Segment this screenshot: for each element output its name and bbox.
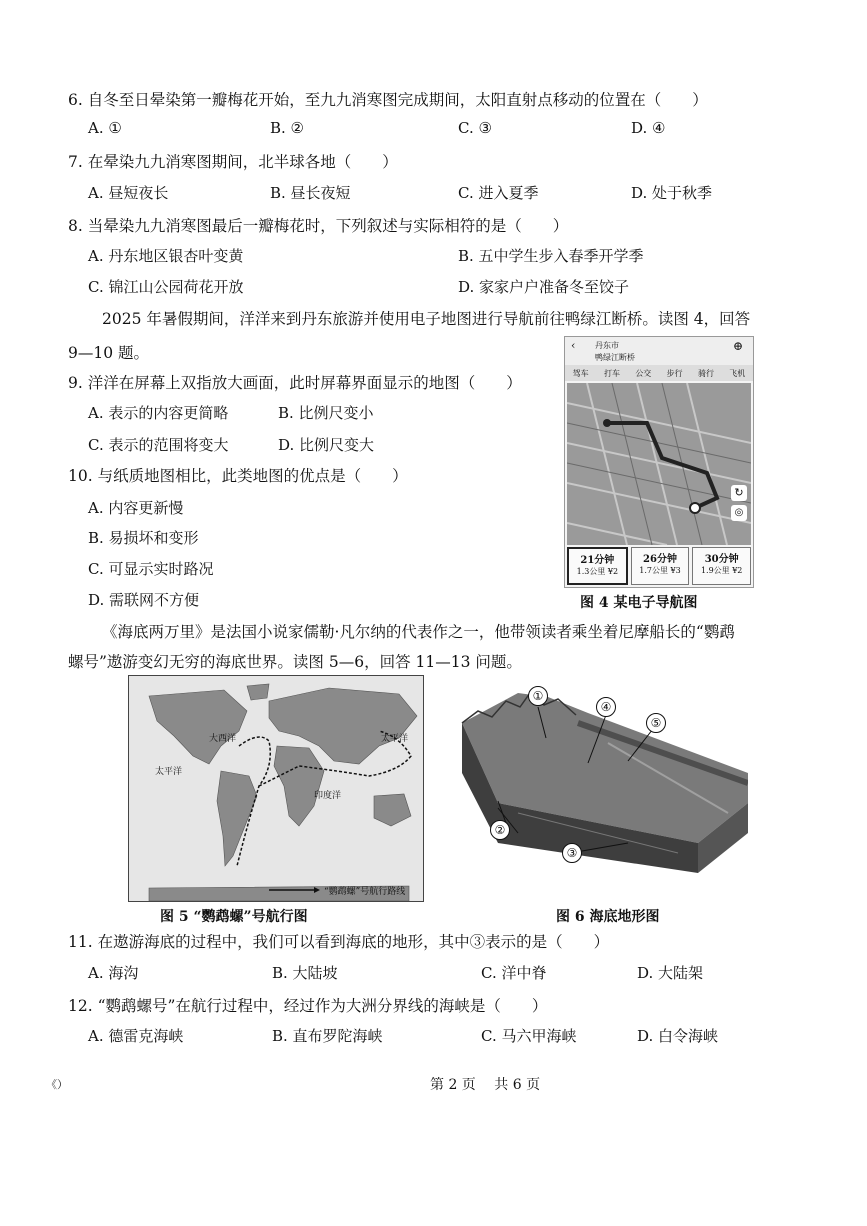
ocean-label: 印度洋 (314, 791, 342, 801)
figure5-caption: 图 5 “鹦鹉螺”号航行图 (160, 909, 308, 925)
route-option (631, 547, 690, 585)
ocean-label: 太平洋 (381, 734, 409, 744)
q10-option-c: C. 可显示实时路况 (88, 560, 214, 578)
mode-tab: 公交 (635, 368, 652, 378)
route-desc: 1.7公里 ¥3 (639, 566, 681, 575)
legend-label: “鹦鹉螺”号航行路线 (324, 887, 406, 897)
figure6-seafloor-diagram (458, 683, 748, 873)
marker-5: ⑤ (646, 713, 666, 733)
back-arrow-icon: ‹ (571, 339, 576, 352)
q12-option-b: B. 直布罗陀海峡 (272, 1027, 383, 1045)
figure4-caption: 图 4 某电子导航图 (580, 595, 698, 611)
q6-option-c: C. ③ (458, 119, 492, 137)
nav-top-bar (565, 337, 753, 365)
nav-destination: 鸭绿江断桥 (595, 353, 635, 362)
intro-9-10-line1: 2025 年暑假期间，洋洋来到丹东旅游并使用电子地图进行导航前往鸭绿江断桥。读图 4，回答 (102, 310, 751, 328)
q6-option-a: A. ① (88, 119, 122, 137)
figure6-caption: 图 6 海底地形图 (556, 909, 660, 925)
mode-tab: 步行 (666, 368, 683, 378)
q9-option-a: A. 表示的内容更简略 (88, 404, 229, 422)
q12-option-d: D. 白令海峡 (637, 1027, 719, 1045)
q9-option-b: B. 比例尺变小 (278, 404, 374, 422)
q8-option-b: B. 五中学生步入春季开学季 (458, 247, 644, 265)
q10-option-b: B. 易损坏和变形 (88, 529, 199, 547)
figure4-navigation-screenshot (564, 336, 754, 588)
mode-tab: 驾车 (572, 368, 589, 378)
q7-stem: 7. 在晕染九九消寒图期间，北半球各地（ ） (68, 153, 398, 171)
refresh-icon: ↻ (731, 485, 747, 501)
marker-3: ③ (562, 843, 582, 863)
route-desc: 1.3公里 ¥2 (576, 567, 619, 576)
mode-tab: 骑行 (697, 368, 714, 378)
nav-origin: 丹东市 (595, 341, 619, 350)
ocean-label: 太平洋 (155, 767, 183, 777)
nav-map (567, 383, 751, 545)
q12-option-c: C. 马六甲海峡 (481, 1027, 577, 1045)
intro-9-10-line2: 9—10 题。 (68, 344, 150, 362)
q6-stem: 6. 自冬至日晕染第一瓣梅花开始，至九九消寒图完成期间，太阳直射点移动的位置在（ ） (68, 91, 708, 109)
world-map-graphic (129, 676, 423, 901)
locate-icon: ◎ (731, 505, 747, 521)
q7-option-c: C. 进入夏季 (458, 184, 539, 202)
q8-stem: 8. 当晕染九九消寒图最后一瓣梅花时，下列叙述与实际相符的是（ ） (68, 217, 569, 235)
route-option (692, 547, 751, 585)
q7-option-d: D. 处于秋季 (631, 184, 713, 202)
q10-option-d: D. 需联网不方便 (88, 591, 200, 609)
intro-11-13-line2: 螺号”遨游变幻无穷的海底世界。读图 5—6，回答 11—13 问题。 (68, 653, 522, 671)
page-number: 第 2 页 共 6 页 (430, 1077, 541, 1093)
mode-tab: 打车 (603, 368, 620, 378)
q11-option-d: D. 大陆架 (637, 964, 704, 982)
q12-stem: 12. “鹦鹉螺号”在航行过程中，经过作为大洲分界线的海峡是（ ） (68, 997, 548, 1015)
q8-option-c: C. 锦江山公园荷花开放 (88, 278, 244, 296)
footer-mark: 《） (46, 1078, 68, 1091)
q10-option-a: A. 内容更新慢 (88, 499, 184, 517)
nav-mode-tabs (565, 365, 753, 381)
q8-option-a: A. 丹东地区银杏叶变黄 (88, 247, 244, 265)
nav-map-graphic (567, 383, 751, 545)
marker-1: ① (528, 686, 548, 706)
route-desc: 1.9公里 ¥2 (700, 566, 743, 575)
q11-option-b: B. 大陆坡 (272, 964, 338, 982)
q7-option-b: B. 昼长夜短 (270, 184, 351, 202)
q11-option-c: C. 洋中脊 (481, 964, 547, 982)
marker-2: ② (490, 820, 510, 840)
q9-option-d: D. 比例尺变大 (278, 436, 375, 454)
ocean-label: 大西洋 (209, 734, 237, 744)
route-start-dot (603, 419, 611, 427)
q10-stem: 10. 与纸质地图相比，此类地图的优点是（ ） (68, 467, 408, 485)
q9-option-c: C. 表示的范围将变大 (88, 436, 229, 454)
mode-tab: 飞机 (729, 368, 746, 378)
q9-stem: 9. 洋洋在屏幕上双指放大画面，此时屏幕界面显示的地图（ ） (68, 374, 522, 392)
marker-4: ④ (596, 697, 616, 717)
q7-option-a: A. 昼短夜长 (88, 184, 169, 202)
figure5-world-map (128, 675, 424, 902)
intro-11-13-line1: 《海底两万里》是法国小说家儒勒·凡尔纳的代表作之一，他带领读者乘坐着尼摩船长的“鹦鹉 (102, 623, 735, 641)
q12-option-a: A. 德雷克海峡 (88, 1027, 184, 1045)
route-time: 21分钟 (580, 555, 615, 566)
route-time: 26分钟 (643, 554, 677, 565)
q6-option-d: D. ④ (631, 119, 666, 137)
add-icon: ⊕ (733, 339, 744, 353)
q6-option-b: B. ② (270, 119, 305, 137)
route-end-dot (690, 503, 700, 513)
q11-option-a: A. 海沟 (88, 964, 139, 982)
nav-route-options (567, 547, 751, 585)
route-time: 30分钟 (704, 554, 739, 565)
q8-option-d: D. 家家户户准备冬至饺子 (458, 278, 630, 296)
route-option (567, 547, 628, 585)
q11-stem: 11. 在遨游海底的过程中，我们可以看到海底的地形，其中③表示的是（ ） (68, 933, 610, 951)
